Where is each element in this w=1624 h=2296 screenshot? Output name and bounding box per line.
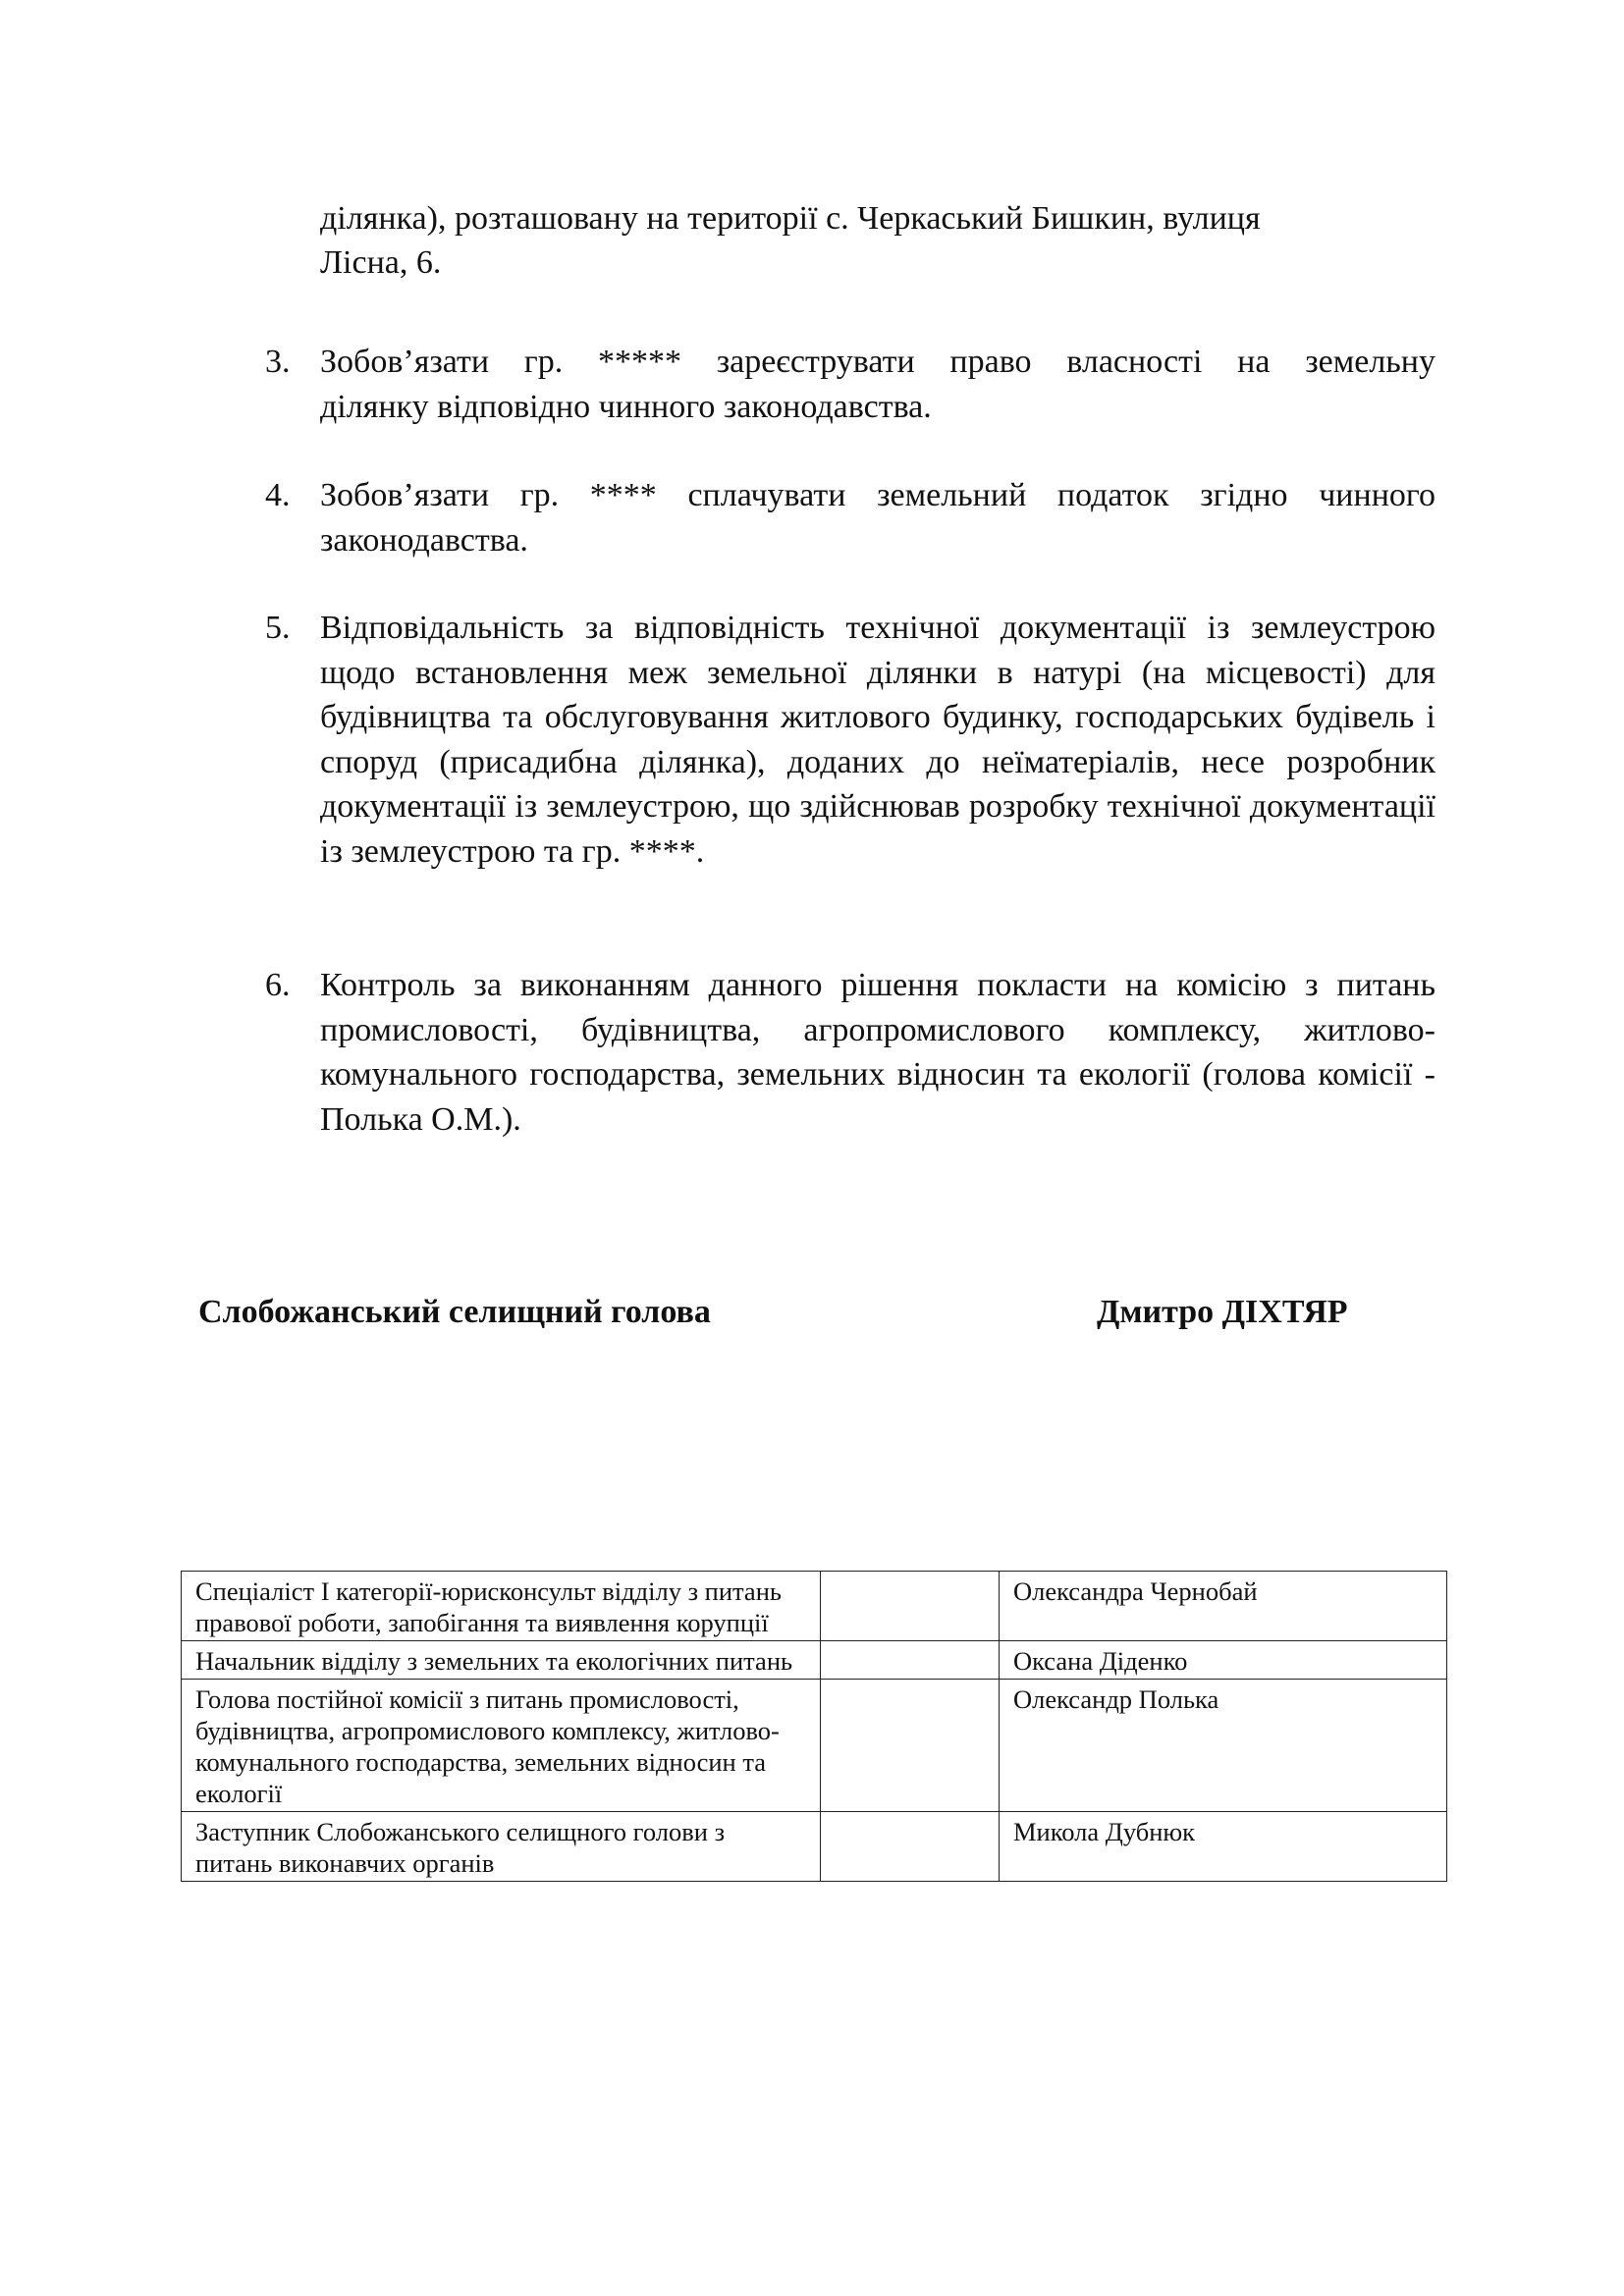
table-row [182,1572,1447,1641]
table-row [182,1641,1447,1680]
approver-signature-cell [820,1680,999,1812]
item-number: 3. [265,344,291,380]
approver-position: Заступник Слобожанського селищного голови з питань виконавчих органів [182,1812,821,1882]
item-text-line-1: Зобов’язати гр. ***** зареєструвати право власності на земельну [320,344,1435,380]
item-number: 4. [265,477,291,513]
item-text-line-1: Зобов’язати гр. **** сплачувати земельний податок згідно чинного [320,477,1435,513]
item-number: 6. [265,967,291,1003]
approver-name: Микола Дубнюк [999,1812,1446,1882]
item-text: Контроль за виконанням данного рішення покласти на комісію з питань промисловості, будівництва, агропромислового комплексу, житлово-комунального господарства, земельних відносин та екології (голова комісії - Полька О.М.). [320,967,1435,1138]
item-text-rest: законодавства. [320,521,528,559]
approver-position: Голова постійної комісії з питань промисловості, будівництва, агропромислового комплексу, житлово-комунального господарства, земельних відносин та екології [182,1680,821,1812]
approvals-table [181,1571,1447,1882]
item-number: 5. [265,610,291,646]
approver-signature-cell [820,1641,999,1680]
approver-name: Оксана Діденко [999,1641,1446,1680]
signatory-name: Дмитро ДІХТЯР [1097,1294,1348,1330]
item-text-rest: ділянку відповідно чинного законодавства. [320,388,932,425]
list-item-4 [265,473,1435,562]
continuation-paragraph [320,196,1435,285]
signatory-position: Слобожанський селищний голова [198,1294,711,1330]
list-item-3 [265,340,1435,429]
table-row [182,1812,1447,1882]
approver-signature-cell [820,1572,999,1641]
continuation-line-1: ділянка), розташовану на території с. Черкаський Бишкин, вулиця [320,200,1261,237]
item-text: Відповідальність за відповідність технічної документації із землеустрою щодо встановлення меж земельної ділянки в натурі (на місцевості) для будівництва та обслуговування житлового будинку, господарських будівель і споруд (присадибна ділянка), доданих до неїматеріалів, несе розробник документації із землеустрою, що здійснював розробку технічної документації із землеустрою та гр. ****. [320,610,1435,870]
approver-name: Олександр Полька [999,1680,1446,1812]
table-row [182,1680,1447,1812]
continuation-line-2: Лісна, 6. [320,244,442,281]
list-item-5 [265,606,1435,874]
approver-signature-cell [820,1812,999,1882]
approver-name: Олександра Чернобай [999,1572,1446,1641]
list-item-6 [265,963,1435,1142]
approver-position: Начальник відділу з земельних та екологічних питань [182,1641,821,1680]
approver-position: Спеціаліст І категорії-юрисконсульт відділу з питань правової роботи, запобігання та виявлення корупції [182,1572,821,1641]
